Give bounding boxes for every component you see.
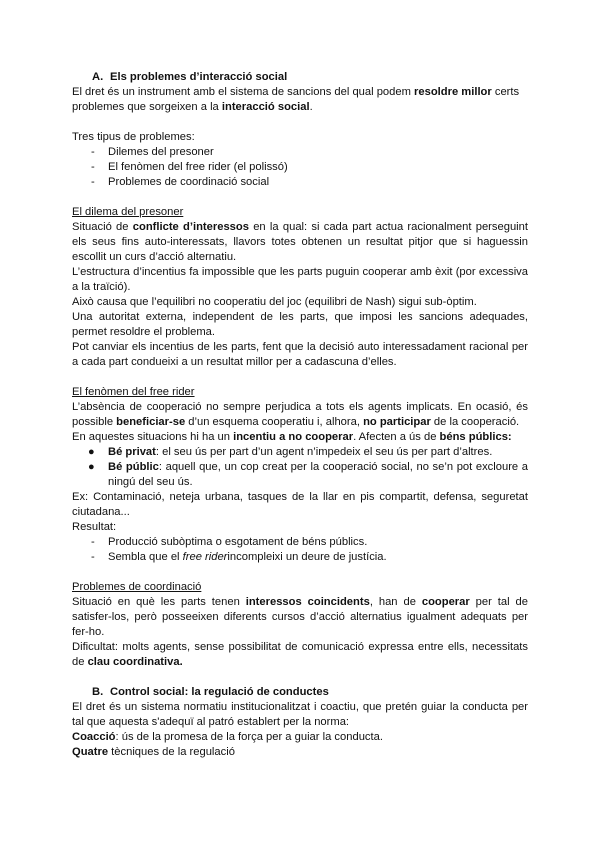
emphasis: interessos coincidents [245,596,370,608]
prisoner-p2: L’estructura d’incentius fa impossible que les parts puguin cooperar amb èxit (por excessiva a la traïció). [72,266,528,293]
prisoner-p4: Una autoritat externa, independent de les parts, que imposi les sancions adequades, permet resoldre el problema. [72,311,528,338]
result-list [72,535,528,565]
section-b-title: Control social: la regulació de conductes [110,686,329,698]
types-intro: Tres tipus de problemes: [72,131,195,143]
document-page [72,70,528,760]
bullet-icon: ● [88,446,95,458]
coordination-title: Problemes de coordinació [72,581,202,593]
section-b-p3: Quatre tècniques de la regulació [72,746,235,758]
list-item: - Producció subòptima o esgotament de béns públics. [72,535,528,550]
section-b-letter: B. [92,686,104,698]
section-a-title: Els problemes d’interacció social [110,71,288,83]
list-item: - Sembla que el free riderincompleixi un deure de justícia. [72,550,528,565]
list-item: - El fenòmen del free rider (el polissó) [72,160,528,175]
emphasis: béns públics: [439,431,512,443]
emphasis: no participar [363,416,431,428]
section-a-heading [72,70,528,85]
list-item: - Dilemes del presoner [72,145,528,160]
bullet-icon: ● [88,461,95,473]
prisoner-p3: Això causa que l’equilibri no cooperatiu del joc (equilibri de Nash) sigui sub-òptim. [72,296,477,308]
list-item: ● Bé privat: el seu ús per part d’un agent n’impedeix el seu ús per part d’altres. [88,446,493,458]
emphasis: incentiu a no cooperar [233,431,354,443]
section-b-p2: Coacció: ús de la promesa de la força per a guiar la conducta. [72,731,383,743]
list-item: ● Bé públic: aquell que, un cop creat per la cooperació social, no se’n pot excloure a ningú del seu ús. [88,461,528,488]
emphasis: conflicte d’interessos [132,221,249,233]
freerider-example: Ex: Contaminació, neteja urbana, tasques de la llar en pis compartit, defensa, seguretat ciutadana... [72,491,528,518]
freerider-title: El fenòmen del free rider [72,386,195,398]
coordination-p1: Situació en què les parts tenen interessos coincidents, han de cooperar per tal de satisfer-los, però posseeixen diferents cursos d’acció alternatius igualment adequats per fer-ho. [72,596,528,638]
section-b-heading [72,685,528,700]
emphasis: interacció social [221,101,310,113]
goods-list [72,445,528,490]
freerider-p1: L’absència de cooperació no sempre perjudica a tots els agents implicats. En ocasió, és possible beneficiar-se d’un esquema cooperatiu i, alhora, no participar de la cooperació. [72,401,528,428]
prisoner-p1: Situació de conflicte d’interessos en la qual: si cada part actua racionalment perseguint els seus fins auto-interessats, llavors totes obtenen un resultat pitjor que si haguessin escollit un curs d’acció alternatiu. [72,221,528,263]
section-a-intro: El dret és un instrument amb el sistema de sancions del qual podem resoldre millor certs problemes que sorgeixen a la interacció social. [72,86,520,113]
emphasis: Coacció [72,731,116,743]
emphasis: cooperar [421,596,470,608]
emphasis: clau coordinativa. [87,656,183,668]
list-item: - Problemes de coordinació social [72,175,528,190]
emphasis: Quatre [72,746,109,758]
freerider-p2: En aquestes situacions hi ha un incentiu a no cooperar. Afecten a ús de béns públics: [72,431,512,443]
section-a-letter: A. [92,71,104,83]
types-list [72,145,528,190]
coordination-p2: Dificultat: molts agents, sense possibilitat de comunicació expressa entre ells, necessitats de clau coordinativa. [72,641,528,668]
emphasis: resoldre millor [414,86,492,98]
prisoner-title: El dilema del presoner [72,206,184,218]
section-b-p1: El dret és un sistema normatiu institucionalitzat i coactiu, que pretén guiar la conducta per tal que aquesta s'adequï al patró establert per la norma: [72,701,528,728]
emphasis: beneficiar-se [116,416,186,428]
freerider-result-label: Resultat: [72,521,117,533]
prisoner-p5: Pot canviar els incentius de les parts, fent que la decisió auto interessadament racional per a cada part condueixi a un resultat millor per a cadascuna d’elles. [72,341,528,368]
